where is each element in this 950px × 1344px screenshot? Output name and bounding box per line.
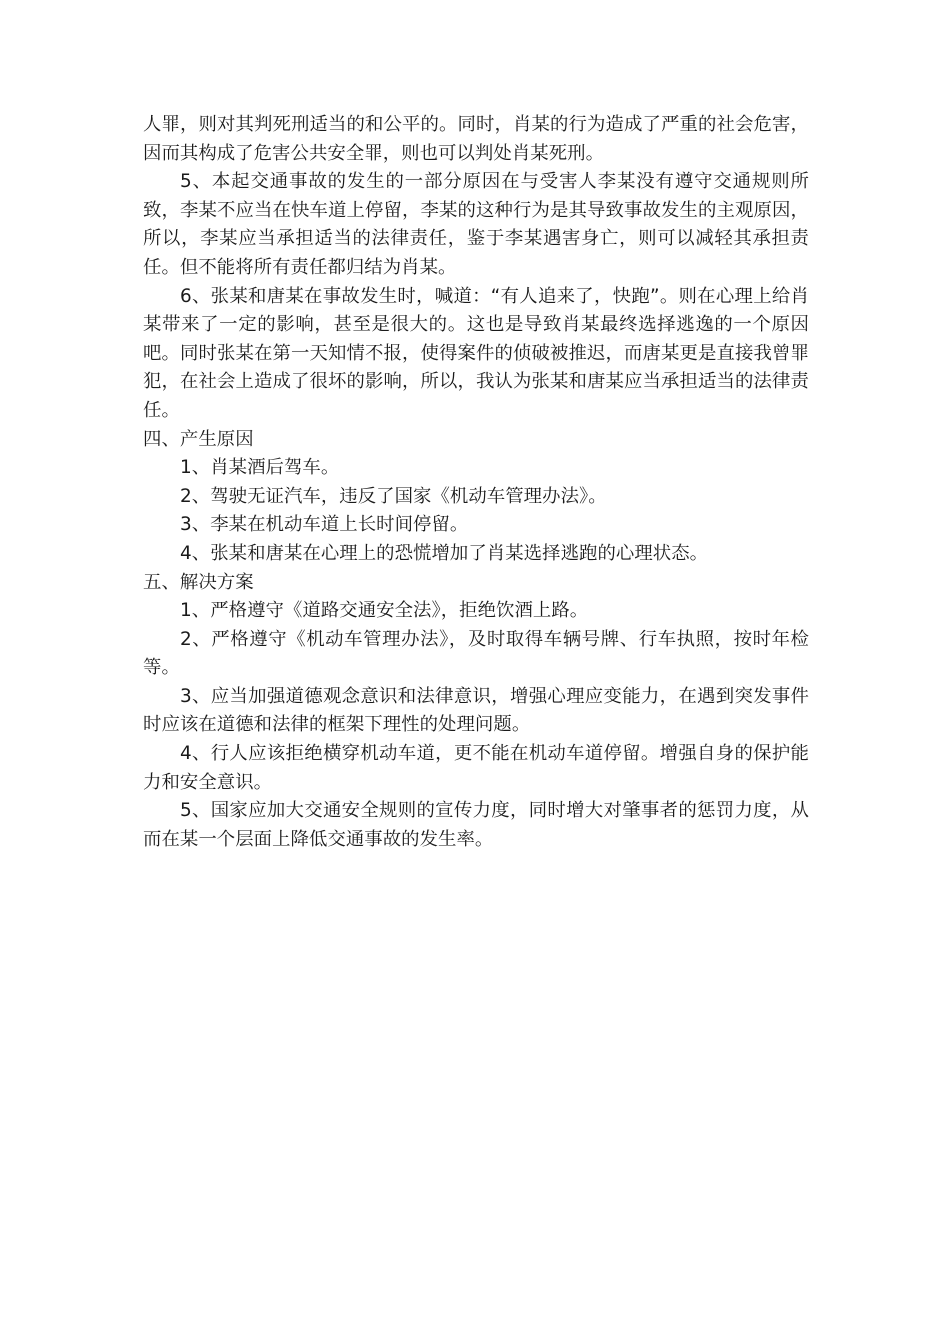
document-page bbox=[143, 111, 809, 854]
list-item-cause-3: 3、李某在机动车道上长时间停留。 bbox=[180, 514, 469, 536]
list-item-cause-4: 4、张某和唐某在心理上的恐慌增加了肖某选择逃跑的心理状态。 bbox=[180, 542, 709, 564]
section-heading-solutions: 五、解决方案 bbox=[143, 571, 254, 593]
list-item-solution-2: 2、严格遵守《机动车管理办法》，及时取得车辆号牌、行车执照，按时年检等。 bbox=[143, 628, 809, 679]
paragraph-point-5: 5、本起交通事故的发生的一部分原因在与受害人李某没有遵守交通规则所致，李某不应当在快车道上停留，李某的这种行为是其导致事故发生的主观原因，所以，李某应当承担适当的法律责任，鉴于李某遇害身亡，则可以减轻其承担责任。但不能将所有责任都归结为肖某。 bbox=[143, 171, 809, 278]
list-item-solution-4: 4、行人应该拒绝横穿机动车道，更不能在机动车道停留。增强自身的保护能力和安全意识。 bbox=[143, 743, 809, 793]
list-item-cause-1: 1、肖某酒后驾车。 bbox=[180, 457, 340, 479]
list-item-solution-3: 3、应当加强道德观念意识和法律意识，增强心理应变能力，在遇到突发事件时应该在道德和法律的框架下理性的处理问题。 bbox=[143, 685, 809, 736]
paragraph-point-6: 6、张某和唐某在事故发生时，喊道：“有人追来了，快跑”。则在心理上给肖某带来了一定的影响，甚至是很大的。这也是导致肖某最终选择逃逸的一个原因吧。同时张某在第一天知情不报，使得案件的侦破被推迟，而唐某更是直接我曾罪犯，在社会上造成了很坏的影响，所以，我认为张某和唐某应当承担适当的法律责任。 bbox=[143, 285, 809, 421]
paragraph-continuation: 人罪，则对其判死刑适当的和公平的。同时，肖某的行为造成了严重的社会危害，因而其构成了危害公共安全罪，则也可以判处肖某死刑。 bbox=[143, 114, 809, 164]
section-heading-causes: 四、产生原因 bbox=[143, 428, 254, 450]
list-item-cause-2: 2、驾驶无证汽车，违反了国家《机动车管理办法》。 bbox=[180, 485, 607, 507]
list-item-solution-1: 1、严格遵守《道路交通安全法》，拒绝饮酒上路。 bbox=[180, 600, 589, 622]
list-item-solution-5: 5、国家应加大交通安全规则的宣传力度，同时增大对肇事者的惩罚力度，从而在某一个层面上降低交通事故的发生率。 bbox=[143, 800, 809, 850]
